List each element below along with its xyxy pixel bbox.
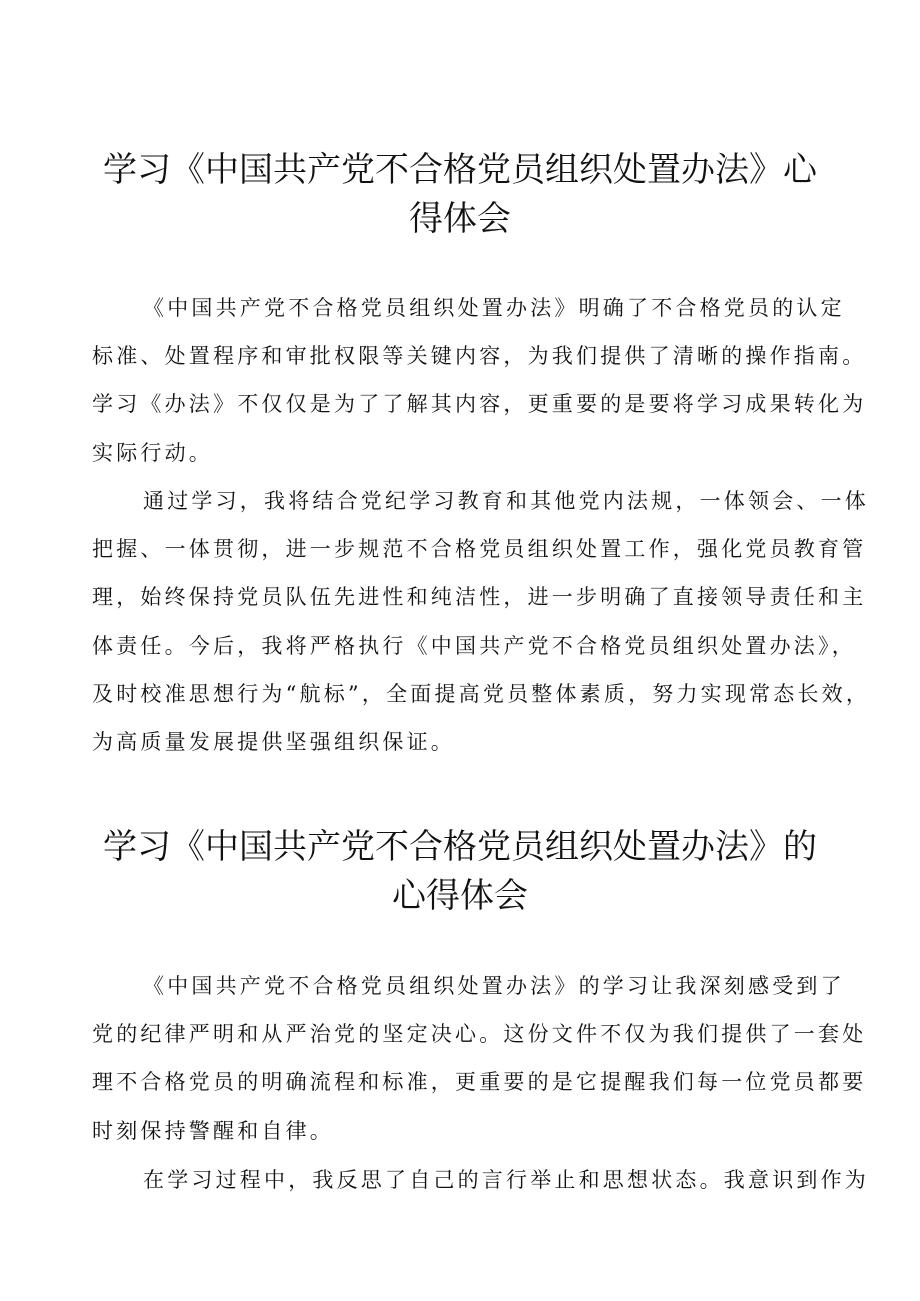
section-title (96, 146, 824, 244)
paragraph (92, 1156, 869, 1204)
title-line: 心得体会 (392, 876, 528, 916)
text-line: 为高质量发展提供坚强组织保证。 (92, 730, 455, 755)
paragraph (92, 284, 867, 477)
text-line: 《中国共产党不合格党员组织处置办法》明确了不合格党员的认定 (143, 296, 845, 320)
paragraph (92, 477, 871, 766)
text-line: 党的纪律严明和从严治党的坚定决心。这份文件不仅为我们提供了一套处 (92, 1022, 867, 1047)
text-line: 理不合格党员的明确流程和标准，更重要的是它提醒我们每一位党员都要 (92, 1070, 867, 1095)
title-line: 得体会 (409, 199, 511, 239)
text-line: 标准、处置程序和审批权限等关键内容，为我们提供了清晰的操作指南。 (92, 344, 867, 369)
text-line: 及时校准思想行为“航标”，全面提高党员整体素质，努力实现常态长效， (92, 681, 871, 706)
text-line: 体责任。今后，我将严格执行《中国共产党不合格党员组织处置办法》， (92, 633, 856, 658)
text-line: 通过学习，我将结合党纪学习教育和其他党内法规，一体领会、一体 (143, 489, 869, 513)
text-line: 在学习过程中，我反思了自己的言行举止和思想状态。我意识到作为 (143, 1168, 869, 1192)
text-line: 《中国共产党不合格党员组织处置办法》的学习让我深刻感受到了 (143, 974, 845, 998)
title-line: 学习《中国共产党不合格党员组织处置办法》心 (103, 150, 817, 190)
text-line: 时刻保持警醒和自律。 (92, 1118, 334, 1143)
paragraph (92, 962, 867, 1155)
title-line: 学习《中国共产党不合格党员组织处置办法》的 (103, 827, 817, 867)
section-title (96, 823, 824, 921)
text-line: 学习《办法》不仅仅是为了了解其内容，更重要的是要将学习成果转化为 (92, 392, 867, 417)
text-line: 理，始终保持党员队伍先进性和纯洁性，进一步明确了直接领导责任和主 (92, 585, 867, 610)
text-line: 实际行动。 (92, 440, 213, 465)
text-line: 把握、一体贯彻，进一步规范不合格党员组织处置工作，强化党员教育管 (92, 537, 867, 562)
